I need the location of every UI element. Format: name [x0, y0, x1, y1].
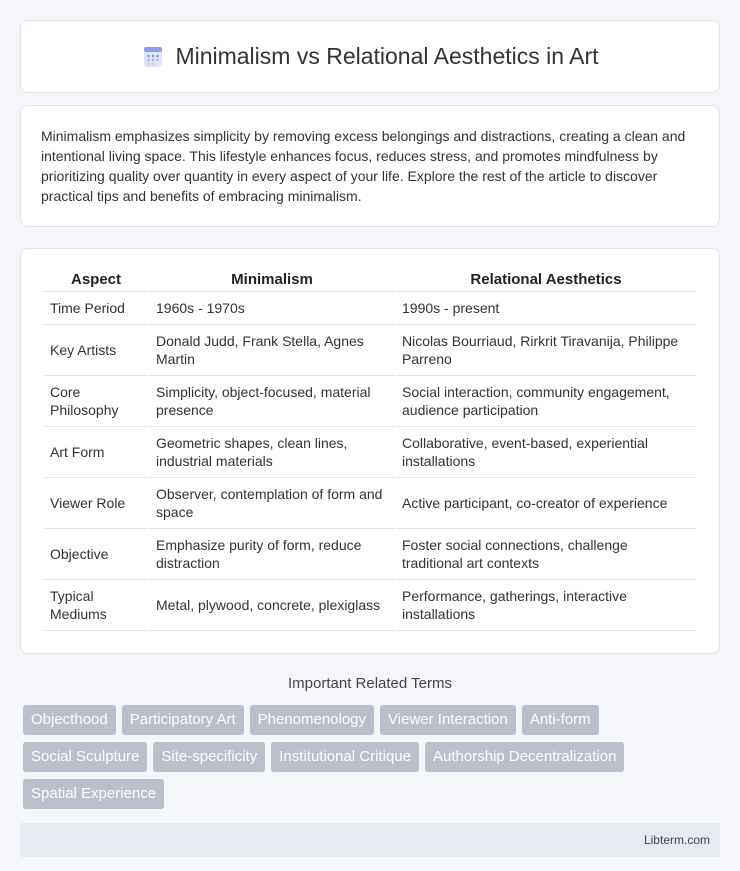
- cell-aspect: Key Artists: [44, 325, 148, 376]
- term-tag[interactable]: Objecthood: [23, 705, 116, 735]
- cell-minimalism: Emphasize purity of form, reduce distraction: [150, 529, 394, 580]
- cell-aspect: Art Form: [44, 427, 148, 478]
- cell-minimalism: Observer, contemplation of form and space: [150, 478, 394, 529]
- cell-relational: Nicolas Bourriaud, Rirkrit Tiravanija, Philippe Parreno: [396, 325, 696, 376]
- term-tag[interactable]: Spatial Experience: [23, 779, 164, 809]
- comparison-table: [42, 269, 698, 631]
- cell-aspect: Viewer Role: [44, 478, 148, 529]
- cell-aspect: Core Philosophy: [44, 376, 148, 427]
- term-tag[interactable]: Social Sculpture: [23, 742, 147, 772]
- document-icon: [141, 45, 165, 69]
- table-header-row: [44, 269, 696, 292]
- term-tag[interactable]: Site-specificity: [153, 742, 265, 772]
- cell-relational: Social interaction, community engagement, audience participation: [396, 376, 696, 427]
- intro-text: Minimalism emphasizes simplicity by removing excess belongings and distractions, creating a clean and intentional living space. This lifestyle enhances focus, reduces stress, and promotes mindfulness by prioritizing quality over quantity in every aspect of your life. Explore the rest of the article to discover practical tips and benefits of embracing minimalism.: [41, 128, 686, 204]
- cell-minimalism: Geometric shapes, clean lines, industrial materials: [150, 427, 394, 478]
- page-title: Minimalism vs Relational Aesthetics in Art: [175, 43, 599, 69]
- term-tag[interactable]: Institutional Critique: [271, 742, 419, 772]
- cell-minimalism: Metal, plywood, concrete, plexiglass: [150, 580, 394, 631]
- term-tag[interactable]: Phenomenology: [250, 705, 374, 735]
- related-terms-title: Important Related Terms: [288, 675, 452, 692]
- cell-relational: Active participant, co-creator of experience: [396, 478, 696, 529]
- cell-aspect: Time Period: [44, 292, 148, 325]
- footer-site-link[interactable]: Libterm.com: [643, 833, 710, 847]
- table-row: [44, 325, 696, 376]
- table-row: [44, 478, 696, 529]
- table-row: [44, 529, 696, 580]
- term-tag[interactable]: Participatory Art: [122, 705, 244, 735]
- cell-aspect: Objective: [44, 529, 148, 580]
- cell-relational: Collaborative, event-based, experiential installations: [396, 427, 696, 478]
- cell-relational: 1990s - present: [396, 292, 696, 325]
- related-terms-list: [20, 705, 720, 809]
- table-row: [44, 580, 696, 631]
- cell-aspect: Typical Mediums: [44, 580, 148, 631]
- cell-minimalism: Simplicity, object-focused, material presence: [150, 376, 394, 427]
- header-aspect: Aspect: [44, 269, 148, 292]
- intro-card: [20, 105, 720, 227]
- cell-relational: Performance, gatherings, interactive installations: [396, 580, 696, 631]
- term-tag[interactable]: Viewer Interaction: [380, 705, 516, 735]
- table-row: [44, 292, 696, 325]
- header-relational-aesthetics: Relational Aesthetics: [396, 269, 696, 292]
- comparison-card: [20, 248, 720, 654]
- title-card: [20, 20, 720, 93]
- header-minimalism: Minimalism: [150, 269, 394, 292]
- table-row: [44, 427, 696, 478]
- term-tag[interactable]: Authorship Decentralization: [425, 742, 624, 772]
- footer: [20, 823, 720, 857]
- cell-minimalism: Donald Judd, Frank Stella, Agnes Martin: [150, 325, 394, 376]
- term-tag[interactable]: Anti-form: [522, 705, 599, 735]
- cell-relational: Foster social connections, challenge traditional art contexts: [396, 529, 696, 580]
- cell-minimalism: 1960s - 1970s: [150, 292, 394, 325]
- table-row: [44, 376, 696, 427]
